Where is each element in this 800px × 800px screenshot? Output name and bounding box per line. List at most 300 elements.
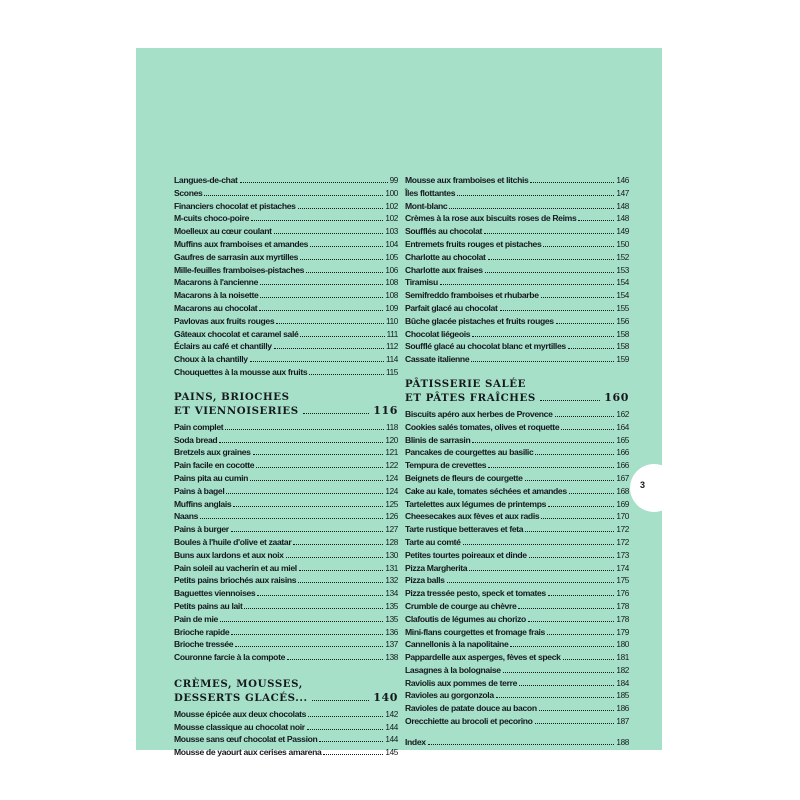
toc-entry[interactable]	[174, 485, 398, 498]
toc-entry[interactable]	[405, 536, 629, 549]
entry-page-number: 106	[385, 265, 398, 275]
leader-dots	[274, 347, 384, 349]
entry-title: Bûche glacée pistaches et fruits rouges	[405, 315, 554, 326]
section-title-line: PAINS, BRIOCHES	[174, 390, 290, 403]
entry-title: Mousse sans œuf chocolat et Passion	[174, 734, 318, 745]
entry-page-number: 105	[385, 252, 398, 262]
entry-title: Entremets fruits rouges et pistaches	[405, 238, 542, 249]
toc-entry[interactable]	[405, 238, 629, 251]
entry-page-number: 165	[616, 435, 629, 445]
entry-page-number: 102	[385, 214, 398, 224]
toc-entry[interactable]	[405, 446, 629, 459]
toc-entry[interactable]	[405, 340, 629, 353]
toc-entry[interactable]	[405, 587, 629, 600]
entry-title: Macarons au chocolat	[174, 302, 258, 313]
leader-dots	[547, 633, 614, 635]
toc-entry[interactable]	[174, 587, 398, 600]
leader-dots	[299, 569, 384, 571]
entry-title: M-cuits choco-poire	[174, 213, 249, 224]
entry-page-number: 158	[616, 329, 629, 339]
entry-page-number: 135	[385, 614, 398, 624]
toc-entry[interactable]	[405, 613, 629, 626]
entry-title: Pain de mie	[174, 613, 218, 624]
entry-page-number: 142	[385, 709, 398, 719]
entry-title: Pappardelle aux asperges, fèves et speck	[405, 652, 561, 663]
entry-title: Pains à bagel	[174, 485, 225, 496]
section-heading-pains	[174, 391, 398, 418]
entry-title: Pancakes de courgettes au basilic	[405, 447, 534, 458]
toc-entry[interactable]	[405, 200, 629, 213]
leader-dots	[449, 207, 614, 209]
toc-entry[interactable]	[174, 212, 398, 225]
entry-page-number: 147	[616, 188, 629, 198]
entry-page-number: 122	[385, 461, 398, 471]
toc-entry[interactable]	[405, 459, 629, 472]
entry-title: Semifreddo framboises et rhubarbe	[405, 290, 539, 301]
toc-entry[interactable]	[405, 225, 629, 238]
toc-entry[interactable]	[405, 549, 629, 562]
leader-dots	[250, 360, 384, 362]
toc-entry[interactable]	[174, 328, 398, 341]
toc-entry-index[interactable]	[405, 736, 629, 749]
entry-title: Pain complet	[174, 421, 224, 432]
leader-dots	[286, 556, 384, 558]
leader-dots	[306, 271, 383, 273]
leader-dots	[529, 556, 615, 558]
toc-entry[interactable]	[405, 510, 629, 523]
entry-title: Scones	[174, 187, 203, 198]
toc-entry[interactable]	[405, 289, 629, 302]
entry-page-number: 145	[385, 748, 398, 758]
entry-title: Bretzels aux graines	[174, 447, 251, 458]
leader-dots	[496, 696, 615, 698]
leader-dots	[225, 428, 384, 430]
entry-page-number: 167	[616, 473, 629, 483]
toc-entry[interactable]	[405, 638, 629, 651]
toc-entry[interactable]	[405, 421, 629, 434]
entry-title: Gaufres de sarrasin aux myrtilles	[174, 251, 299, 262]
entry-title: Petites tourtes poireaux et dinde	[405, 549, 527, 560]
entry-title: Naans	[174, 511, 199, 522]
entry-page-number: 108	[385, 291, 398, 301]
leader-dots	[578, 219, 614, 221]
toc-list	[174, 421, 398, 664]
entry-title: Pain facile en cocotte	[174, 460, 255, 471]
toc-entry[interactable]	[174, 626, 398, 639]
toc-entry[interactable]	[174, 523, 398, 536]
entry-page-number: 135	[385, 601, 398, 611]
entry-page-number: 108	[385, 278, 398, 288]
leader-dots	[307, 728, 384, 730]
leader-dots	[539, 709, 615, 711]
entry-title: Lasagnes à la bolognaise	[405, 664, 501, 675]
leader-dots	[260, 296, 383, 298]
leader-dots	[298, 207, 384, 209]
entry-title: Tiramisu	[405, 277, 438, 288]
leader-dots	[204, 194, 383, 196]
toc-list	[174, 174, 398, 379]
toc-entry[interactable]	[174, 600, 398, 613]
entry-page-number: 168	[616, 486, 629, 496]
entry-page-number: 144	[385, 735, 398, 745]
entry-title: Mousse épicée aux deux chocolats	[174, 708, 307, 719]
entry-title: Clafoutis de légumes au chorizo	[405, 613, 526, 624]
entry-title: Brioche tressée	[174, 639, 234, 650]
section-title-line: CRÈMES, MOUSSES,	[174, 677, 303, 690]
entry-title: Tarte rustique betteraves et feta	[405, 524, 524, 535]
leader-dots	[541, 517, 614, 519]
leader-dots	[244, 607, 383, 609]
leader-dots	[463, 543, 615, 545]
toc-entry[interactable]	[405, 523, 629, 536]
entry-page-number: 159	[616, 355, 629, 365]
toc-entry[interactable]	[174, 549, 398, 562]
leader-dots	[440, 283, 615, 285]
entry-page-number: 180	[616, 640, 629, 650]
toc-entry[interactable]	[174, 187, 398, 200]
toc-entry[interactable]	[174, 225, 398, 238]
entry-page-number: 184	[616, 678, 629, 688]
toc-entry[interactable]	[174, 276, 398, 289]
entry-page-number: 118	[385, 422, 398, 432]
entry-page-number: 186	[616, 704, 629, 714]
leader-dots	[233, 505, 383, 507]
entry-page-number: 104	[385, 239, 398, 249]
entry-title: Tempura de crevettes	[405, 460, 487, 471]
entry-title: Petits pains briochés aux raisins	[174, 575, 297, 586]
entry-title: Chouquettes à la mousse aux fruits	[174, 366, 308, 377]
toc-entry[interactable]	[174, 651, 398, 664]
leader-dots	[568, 347, 615, 349]
entry-title: Tarte au comté	[405, 536, 461, 547]
leader-dots	[556, 322, 615, 324]
entry-title: Choux à la chantilly	[174, 354, 248, 365]
leader-dots	[525, 530, 614, 532]
entry-page-number: 166	[616, 461, 629, 471]
entry-title: Mille-feuilles framboises-pistaches	[174, 264, 305, 275]
entry-page-number: 170	[616, 512, 629, 522]
entry-page-number: 175	[616, 576, 629, 586]
entry-page-number: 169	[616, 499, 629, 509]
toc-entry[interactable]	[174, 733, 398, 746]
toc-entry[interactable]	[174, 302, 398, 315]
toc-entry[interactable]	[405, 626, 629, 639]
entry-page-number: 99	[389, 176, 398, 185]
toc-entry[interactable]	[174, 498, 398, 511]
leader-dots	[555, 415, 615, 417]
leader-dots	[469, 569, 614, 571]
entry-page-number: 144	[385, 722, 398, 732]
section-page-number: 140	[373, 690, 398, 704]
toc-entry[interactable]	[405, 251, 629, 264]
leader-dots	[323, 753, 383, 755]
entry-page-number: 150	[616, 239, 629, 249]
leader-dots	[231, 530, 384, 532]
page-number-tab	[630, 464, 678, 512]
entry-title: Couronne farcie à la compote	[174, 652, 286, 663]
entry-title: Financiers chocolat et pistaches	[174, 200, 296, 211]
entry-title: Mousse de yaourt aux cerises amarena	[174, 747, 322, 758]
entry-page-number: 154	[616, 291, 629, 301]
entry-title: Pavlovas aux fruits rouges	[174, 315, 275, 326]
toc-column-right	[405, 174, 629, 749]
leader-dots	[510, 645, 614, 647]
entry-title: Crumble de courge au chèvre	[405, 600, 517, 611]
toc-entry[interactable]	[174, 421, 398, 434]
leader-dots	[300, 258, 383, 260]
toc-entry[interactable]	[174, 289, 398, 302]
toc-entry[interactable]	[174, 340, 398, 353]
toc-entry[interactable]	[405, 498, 629, 511]
entry-page-number: 158	[616, 342, 629, 352]
section-title-line: ET VIENNOISERIES	[174, 404, 299, 417]
entry-title: Éclairs au café et chantilly	[174, 341, 272, 352]
entry-page-number: 115	[385, 367, 398, 377]
entry-title: Index	[405, 736, 426, 747]
leader-dots	[231, 633, 383, 635]
leader-dots	[300, 335, 384, 337]
toc-entry[interactable]	[174, 238, 398, 251]
leader-dots	[235, 645, 383, 647]
entry-title: Cake au kale, tomates séchées et amandes	[405, 485, 567, 496]
entry-title: Pizza Margherita	[405, 562, 468, 573]
entry-page-number: 120	[385, 435, 398, 445]
leader-dots	[535, 722, 615, 724]
leader-dots	[563, 658, 615, 660]
toc-entry[interactable]	[174, 746, 398, 759]
toc-entry[interactable]	[405, 408, 629, 421]
entry-title: Boules à l'huile d'olive et zaatar	[174, 536, 292, 547]
entry-page-number: 121	[385, 448, 398, 458]
leader-dots	[484, 232, 614, 234]
entry-title: Îles flottantes	[405, 187, 456, 198]
toc-entry[interactable]	[405, 562, 629, 575]
leader-dots	[428, 743, 615, 745]
entry-page-number: 103	[385, 227, 398, 237]
entry-title: Pains à burger	[174, 524, 229, 535]
toc-entry[interactable]	[174, 264, 398, 277]
entry-page-number: 111	[386, 329, 398, 339]
toc-entry[interactable]	[174, 721, 398, 734]
toc-entry[interactable]	[405, 315, 629, 328]
entry-title: Buns aux lardons et aux noix	[174, 549, 284, 560]
entry-title: Blinis de sarrasin	[405, 434, 471, 445]
toc-entry[interactable]	[174, 251, 398, 264]
entry-title: Pain soleil au vacherin et au miel	[174, 562, 297, 573]
entry-title: Gâteaux chocolat et caramel salé	[174, 328, 299, 339]
toc-entry[interactable]	[405, 264, 629, 277]
leader-dots	[519, 684, 614, 686]
toc-entry[interactable]	[174, 459, 398, 472]
entry-page-number: 172	[616, 537, 629, 547]
entry-page-number: 164	[616, 422, 629, 432]
toc-list	[405, 408, 629, 728]
toc-entry[interactable]	[174, 315, 398, 328]
toc-list	[405, 174, 629, 366]
toc-entry[interactable]	[174, 353, 398, 366]
entry-title: Pizza tressée pesto, speck et tomates	[405, 588, 546, 599]
leader-dots	[287, 658, 383, 660]
toc-entry[interactable]	[405, 434, 629, 447]
leader-dots	[200, 517, 383, 519]
entry-page-number: 148	[616, 201, 629, 211]
toc-entry[interactable]	[174, 536, 398, 549]
toc-entry[interactable]	[174, 613, 398, 626]
entry-page-number: 148	[616, 214, 629, 224]
leader-dots	[500, 309, 615, 311]
entry-title: Muffins aux framboises et amandes	[174, 238, 309, 249]
leader-dots	[548, 594, 615, 596]
entry-page-number: 130	[385, 550, 398, 560]
entry-page-number: 152	[616, 252, 629, 262]
leader-dots	[518, 607, 614, 609]
entry-title: Cannellonis à la napolitaine	[405, 639, 509, 650]
toc-entry[interactable]	[174, 574, 398, 587]
leader-dots	[540, 399, 600, 401]
entry-title: Soufflé glacé au chocolat blanc et myrtilles	[405, 341, 566, 352]
entry-page-number: 182	[616, 665, 629, 675]
entry-page-number: 138	[385, 653, 398, 663]
entry-page-number: 178	[616, 614, 629, 624]
entry-page-number: 131	[385, 563, 398, 573]
leader-dots	[253, 453, 384, 455]
entry-title: Petits pains au lait	[174, 600, 243, 611]
entry-title: Langues-de-chat	[174, 175, 238, 185]
section-title-line: ET PÂTES FRAÎCHES	[405, 391, 536, 404]
toc-entry[interactable]	[174, 472, 398, 485]
entry-title: Beignets de fleurs de courgette	[405, 472, 523, 483]
entry-page-number: 188	[616, 737, 629, 747]
toc-entry[interactable]	[174, 366, 398, 379]
leader-dots	[240, 181, 388, 183]
leader-dots	[257, 594, 383, 596]
leader-dots	[485, 271, 615, 273]
entry-title: Ravioles au gorgonzola	[405, 690, 494, 701]
entry-page-number: 100	[385, 188, 398, 198]
toc-entry[interactable]	[405, 600, 629, 613]
leader-dots	[309, 373, 384, 375]
entry-title: Cassate italienne	[405, 354, 470, 365]
entry-page-number: 155	[616, 303, 629, 313]
entry-page-number: 102	[385, 201, 398, 211]
toc-entry[interactable]	[405, 485, 629, 498]
section-title-line: DESSERTS GLACÉS...	[174, 691, 308, 704]
toc-entry[interactable]	[405, 715, 629, 728]
leader-dots	[488, 258, 615, 260]
toc-entry[interactable]	[405, 689, 629, 702]
entry-title: Pizza balls	[405, 575, 445, 586]
entry-page-number: 153	[616, 265, 629, 275]
leader-dots	[276, 322, 384, 324]
leader-dots	[293, 543, 383, 545]
entry-title: Macarons à la noisette	[174, 290, 259, 301]
leader-dots	[561, 428, 614, 430]
section-heading-cremes	[174, 678, 398, 705]
entry-page-number: 187	[616, 717, 629, 727]
toc-column-left	[174, 174, 398, 759]
toc-entry[interactable]	[405, 702, 629, 715]
toc-entry[interactable]	[405, 574, 629, 587]
entry-page-number: 134	[385, 589, 398, 599]
leader-dots	[310, 245, 383, 247]
entry-title: Brioche rapide	[174, 626, 230, 637]
section-page-number: 116	[373, 403, 398, 417]
toc-entry[interactable]	[405, 328, 629, 341]
entry-title: Mousse classique au chocolat noir	[174, 721, 305, 732]
leader-dots	[503, 671, 615, 673]
leader-dots	[569, 492, 615, 494]
entry-page-number: 149	[616, 227, 629, 237]
toc-entry[interactable]	[174, 174, 398, 187]
entry-title: Charlotte aux fraises	[405, 264, 483, 275]
toc-entry[interactable]	[174, 510, 398, 523]
leader-dots	[259, 309, 383, 311]
toc-entry[interactable]	[405, 302, 629, 315]
toc-entry[interactable]	[174, 638, 398, 651]
toc-entry[interactable]	[174, 446, 398, 459]
leader-dots	[457, 194, 614, 196]
entry-page-number: 172	[616, 525, 629, 535]
toc-entry[interactable]	[405, 187, 629, 200]
entry-page-number: 125	[385, 499, 398, 509]
entry-page-number: 136	[385, 627, 398, 637]
toc-entry[interactable]	[174, 200, 398, 213]
toc-entry[interactable]	[174, 434, 398, 447]
entry-page-number: 162	[616, 409, 629, 419]
leader-dots	[219, 441, 383, 443]
toc-entry[interactable]	[405, 651, 629, 664]
entry-page-number: 176	[616, 589, 629, 599]
toc-entry[interactable]	[174, 562, 398, 575]
entry-page-number: 126	[385, 512, 398, 522]
page-number: 3	[640, 480, 646, 490]
entry-page-number: 156	[616, 316, 629, 326]
toc-entry[interactable]	[174, 708, 398, 721]
leader-dots	[260, 283, 383, 285]
entry-title: Macarons à l'ancienne	[174, 277, 259, 288]
leader-dots	[472, 441, 614, 443]
entry-page-number: 114	[385, 355, 398, 365]
leader-dots	[535, 453, 614, 455]
toc-entry[interactable]	[405, 212, 629, 225]
entry-title: Tartelettes aux légumes de printemps	[405, 498, 547, 509]
entry-title: Cheesecakes aux fèves et aux radis	[405, 511, 540, 522]
entry-title: Pains pita au cumin	[174, 472, 249, 483]
leader-dots	[548, 505, 614, 507]
entry-title: Mini-flans courgettes et fromage frais	[405, 626, 545, 637]
leader-dots	[298, 581, 383, 583]
leader-dots	[274, 232, 384, 234]
entry-page-number: 124	[385, 473, 398, 483]
toc-entry[interactable]	[405, 276, 629, 289]
toc-entry[interactable]	[405, 174, 629, 187]
toc-entry[interactable]	[405, 677, 629, 690]
entry-page-number: 127	[385, 525, 398, 535]
toc-entry[interactable]	[405, 353, 629, 366]
toc-entry[interactable]	[405, 664, 629, 677]
entry-page-number: 166	[616, 448, 629, 458]
entry-title: Parfait glacé au chocolat	[405, 302, 498, 313]
entry-title: Crèmes à la rose aux biscuits roses de Reims	[405, 213, 577, 224]
leader-dots	[528, 620, 614, 622]
toc-entry[interactable]	[405, 472, 629, 485]
entry-page-number: 174	[616, 563, 629, 573]
entry-title: Raviolis aux pommes de terre	[405, 677, 517, 688]
leader-dots	[530, 181, 614, 183]
entry-title: Soda bread	[174, 434, 218, 445]
entry-title: Charlotte au chocolat	[405, 251, 486, 262]
section-title-line: PÂTISSERIE SALÉE	[405, 377, 526, 390]
